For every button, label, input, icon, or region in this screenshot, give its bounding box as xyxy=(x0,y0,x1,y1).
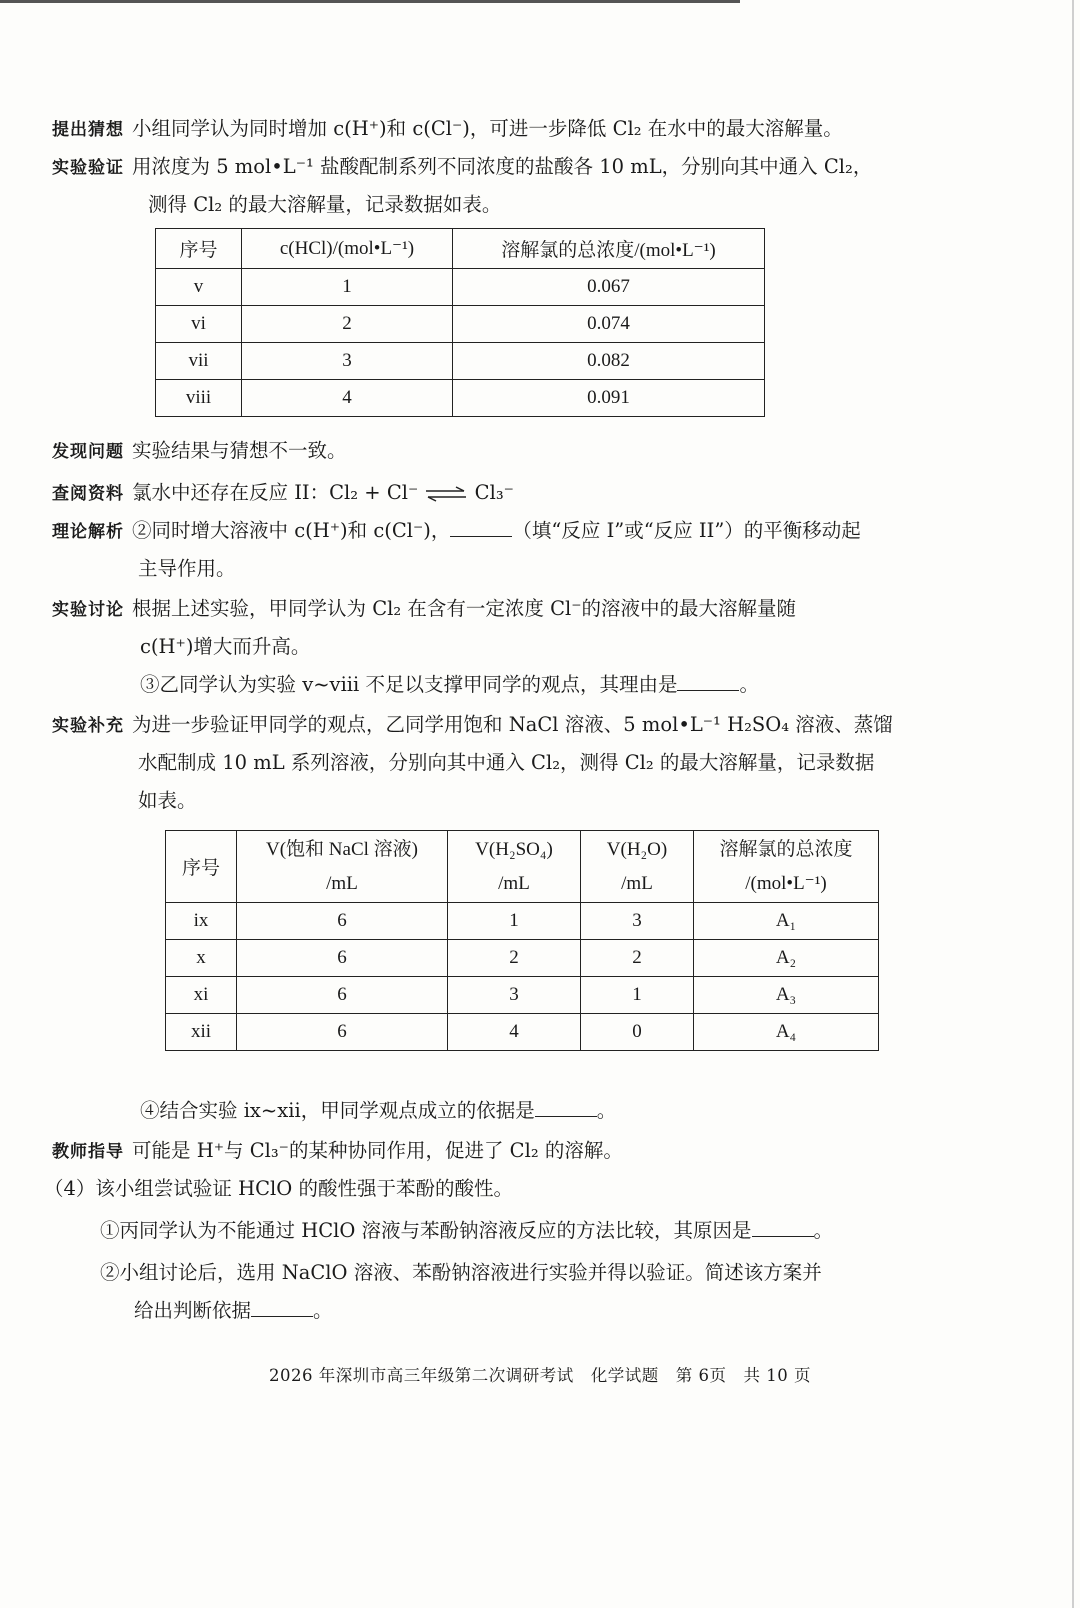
table-header-cell: 溶解氯的总浓度/(mol•L⁻¹) xyxy=(453,229,765,269)
table-cell: A₃ xyxy=(694,977,879,1014)
table-cell: vi xyxy=(156,306,242,343)
table-cell: A₄ xyxy=(694,1014,879,1051)
table-cell: 0.082 xyxy=(453,343,765,380)
table-cell: v xyxy=(156,269,242,306)
question-end: 。 xyxy=(813,1219,834,1242)
section-problem xyxy=(52,432,892,471)
header-text: 序号 xyxy=(181,858,220,879)
section-text: 实验结果与猜想不一致。 xyxy=(132,439,347,462)
table-cell: x xyxy=(166,940,237,977)
header-unit: /mL xyxy=(326,872,358,894)
header-text: V(H₂SO₄) xyxy=(475,838,553,860)
question-end: 。 xyxy=(313,1299,333,1322)
table-cell: xii xyxy=(166,1014,237,1051)
question-text: 给出判断依据 xyxy=(134,1299,252,1322)
header-text: 溶解氯的总浓度 xyxy=(719,838,853,860)
table-cell: 2 xyxy=(448,940,581,977)
header-text: V(H₂O) xyxy=(606,838,668,860)
data-table-1 xyxy=(155,228,765,417)
table-cell: 1 xyxy=(242,269,453,306)
section-discussion xyxy=(52,590,892,629)
answer-blank xyxy=(450,512,512,537)
table-cell: 6 xyxy=(237,1014,448,1051)
table-cell: xi xyxy=(166,977,237,1014)
section-label: 教师指导 xyxy=(52,1142,124,1162)
question-4-item-2-line2 xyxy=(134,1292,333,1330)
table-cell: 1 xyxy=(581,977,694,1014)
discussion-question3 xyxy=(140,666,759,704)
table-cell: 3 xyxy=(242,343,453,380)
header-unit: /mL xyxy=(621,872,653,894)
table-row xyxy=(156,306,765,343)
table-cell: ix xyxy=(166,903,237,940)
table-cell: A₂ xyxy=(694,940,879,977)
table-row xyxy=(166,940,879,977)
reaction-product: Cl₃⁻ xyxy=(474,481,514,504)
section-label: 实验验证 xyxy=(52,158,124,178)
table-cell: 3 xyxy=(448,977,581,1014)
table-cell: 2 xyxy=(581,940,694,977)
table-header-cell xyxy=(581,831,694,903)
section-label: 实验补充 xyxy=(52,716,124,736)
header-text: V(饱和 NaCl 溶液) xyxy=(266,838,418,860)
section-teacher-guidance xyxy=(52,1132,892,1171)
table-header-cell xyxy=(448,831,581,903)
supplement-line3: 如表。 xyxy=(138,789,197,812)
table-cell: 6 xyxy=(237,977,448,1014)
question-4-item-2: ②小组讨论后，选用 NaClO 溶液、苯酚钠溶液进行实验并得以验证。简述该方案并 xyxy=(100,1261,822,1284)
section-label: 实验讨论 xyxy=(52,600,124,620)
table-cell: 4 xyxy=(242,380,453,417)
table-cell: 6 xyxy=(237,903,448,940)
section-hypothesis xyxy=(52,110,892,149)
section-analysis xyxy=(52,512,892,551)
discussion-text-line1: 根据上述实验，甲同学认为 Cl₂ 在含有一定浓度 Cl⁻的溶液中的最大溶解量随 xyxy=(132,597,797,620)
table-header-cell: 序号 xyxy=(156,229,242,269)
scan-top-edge xyxy=(0,0,740,3)
table-header-cell xyxy=(694,831,879,903)
table-row xyxy=(156,269,765,306)
answer-blank xyxy=(677,666,739,691)
table-cell: 6 xyxy=(237,940,448,977)
table-cell: A₁ xyxy=(694,903,879,940)
table-cell: 2 xyxy=(242,306,453,343)
table-cell: 1 xyxy=(448,903,581,940)
data-table-2 xyxy=(165,830,879,1051)
table-cell: 0.067 xyxy=(453,269,765,306)
reaction-reactants: 氯水中还存在反应 II：Cl₂ + Cl⁻ xyxy=(132,481,419,504)
discussion-line2: c(H⁺)增大而升高。 xyxy=(140,635,311,658)
section-reference xyxy=(52,474,892,513)
table-header-row xyxy=(166,831,879,903)
page-footer: 2026 年深圳市高三年级第二次调研考试 化学试题 第 6页 共 10 页 xyxy=(269,1366,811,1385)
question-4-item-1 xyxy=(100,1212,833,1250)
table-header-cell xyxy=(166,831,237,903)
section-label: 提出猜想 xyxy=(52,120,124,140)
table-cell: 3 xyxy=(581,903,694,940)
table-row xyxy=(156,380,765,417)
table-header-row xyxy=(156,229,765,269)
section-text: 可能是 H⁺与 Cl₃⁻的某种协同作用，促进了 Cl₂ 的溶解。 xyxy=(132,1139,623,1162)
question-text: ③乙同学认为实验 v~viii 不足以支撑甲同学的观点，其理由是 xyxy=(140,673,678,696)
section-verification-line2: 测得 Cl₂ 的最大溶解量，记录数据如表。 xyxy=(148,193,502,216)
section-text-line1: 用浓度为 5 mol•L⁻¹ 盐酸配制系列不同浓度的盐酸各 10 mL，分别向其中通入 Cl₂， xyxy=(132,155,873,178)
header-unit: /mL xyxy=(498,872,530,894)
table-row xyxy=(166,977,879,1014)
table-header-cell: c(HCl)/(mol•L⁻¹) xyxy=(242,229,453,269)
question-text: ①丙同学认为不能通过 HClO 溶液与苯酚钠溶液反应的方法比较，其原因是 xyxy=(100,1219,752,1242)
section-label: 理论解析 xyxy=(52,522,124,542)
section-text: 小组同学认为同时增加 c(H⁺)和 c(Cl⁻)，可进一步降低 Cl₂ 在水中的最大溶解量。 xyxy=(132,117,843,140)
question-text: ④结合实验 ix~xii，甲同学观点成立的依据是 xyxy=(140,1099,535,1122)
supplement-line1: 为进一步验证甲同学的观点，乙同学用饱和 NaCl 溶液、5 mol•L⁻¹ H₂SO₄ 溶液、蒸馏 xyxy=(132,713,893,736)
question-end: 。 xyxy=(596,1099,617,1122)
table-cell: vii xyxy=(156,343,242,380)
answer-blank xyxy=(752,1212,814,1237)
table-cell: 0.074 xyxy=(453,306,765,343)
section-verification xyxy=(52,148,892,187)
table-cell: 0.091 xyxy=(453,380,765,417)
table-row xyxy=(156,343,765,380)
section-label: 发现问题 xyxy=(52,442,124,462)
table-cell: viii xyxy=(156,380,242,417)
table-row xyxy=(166,1014,879,1051)
question-end: 。 xyxy=(739,673,759,696)
section-supplement xyxy=(52,706,892,745)
section-label: 查阅资料 xyxy=(52,484,124,504)
table-row xyxy=(166,903,879,940)
supplement-line2: 水配制成 10 mL 系列溶液，分别向其中通入 Cl₂，测得 Cl₂ 的最大溶解量，记录数据 xyxy=(138,751,875,774)
analysis-text-b: （填“反应 I”或“反应 II”）的平衡移动起 xyxy=(512,519,861,542)
question-4-intro: （4）该小组尝试验证 HClO 的酸性强于苯酚的酸性。 xyxy=(44,1177,513,1200)
header-unit: /(mol•L⁻¹) xyxy=(745,872,827,894)
section-analysis-line2: 主导作用。 xyxy=(138,557,236,580)
analysis-text-a: ②同时增大溶液中 c(H⁺)和 c(Cl⁻)， xyxy=(132,519,451,542)
answer-blank xyxy=(251,1292,313,1317)
table-cell: 0 xyxy=(581,1014,694,1051)
table-header-cell xyxy=(237,831,448,903)
table-cell: 4 xyxy=(448,1014,581,1051)
answer-blank xyxy=(535,1092,597,1117)
equilibrium-arrows-icon xyxy=(424,486,468,502)
question-4-item xyxy=(140,1092,616,1130)
